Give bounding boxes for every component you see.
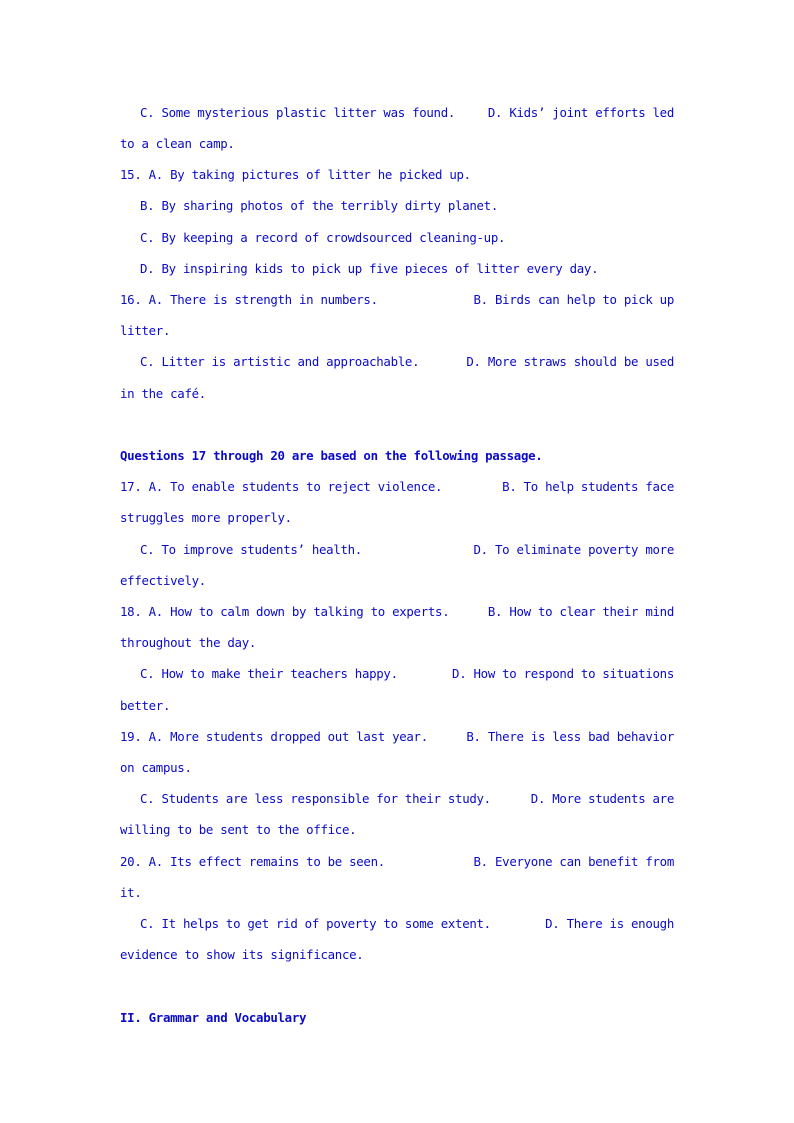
- q15-option-a: 15. A. By taking pictures of litter he picked up.: [120, 167, 471, 182]
- q20-option-d-cont: evidence to show its significance.: [120, 947, 364, 962]
- q19-option-d-cont: willing to be sent to the office.: [120, 822, 357, 837]
- q17-option-d-cont: effectively.: [120, 573, 206, 588]
- q20-option-d: D. There is enough: [545, 916, 674, 931]
- q19-option-b: B. There is less bad behavior: [466, 729, 674, 744]
- q18-option-b-cont: throughout the day.: [120, 635, 257, 650]
- q20-option-b: B. Everyone can benefit from: [473, 854, 674, 869]
- q14-option-d-cont: to a clean camp.: [120, 136, 235, 151]
- q20-option-c: C. It helps to get rid of poverty to some extent.: [140, 916, 491, 931]
- q17-option-b: B. To help students face: [502, 479, 674, 494]
- q17-option-d: D. To eliminate poverty more: [473, 542, 674, 557]
- q16-option-b-cont: litter.: [120, 323, 171, 338]
- q18-option-a: 18. A. How to calm down by talking to experts.: [120, 604, 450, 619]
- q17-option-a: 17. A. To enable students to reject violence.: [120, 479, 443, 494]
- q18-option-c: C. How to make their teachers happy.: [140, 666, 398, 681]
- q17-option-b-cont: struggles more properly.: [120, 510, 292, 525]
- q14-option-c: C. Some mysterious plastic litter was found.: [140, 105, 456, 120]
- q16-option-a: 16. A. There is strength in numbers.: [120, 292, 378, 307]
- q19-option-c: C. Students are less responsible for their study.: [140, 791, 491, 806]
- q15-option-c: C. By keeping a record of crowdsourced cleaning-up.: [140, 230, 506, 245]
- q17-options-ab: [120, 479, 674, 495]
- part-heading: II. Grammar and Vocabulary: [120, 1010, 307, 1025]
- q18-option-b: B. How to clear their mind: [487, 604, 674, 619]
- q16-option-d: D. More straws should be used: [466, 354, 674, 369]
- q16-option-c: C. Litter is artistic and approachable.: [140, 354, 420, 369]
- q16-options-ab: [120, 292, 674, 308]
- q20-options-ab: [120, 854, 674, 870]
- q14-options-cd: [140, 105, 674, 121]
- q16-option-d-cont: in the café.: [120, 386, 206, 401]
- q19-options-cd: [140, 791, 674, 807]
- q15-option-b: B. By sharing photos of the terribly dirty planet.: [140, 198, 498, 213]
- q14-option-d: D. Kids’ joint efforts led: [487, 105, 674, 120]
- q17-option-c: C. To improve students’ health.: [140, 542, 362, 557]
- q18-option-d-cont: better.: [120, 698, 171, 713]
- q20-option-a: 20. A. Its effect remains to be seen.: [120, 854, 385, 869]
- q20-option-b-cont: it.: [120, 885, 142, 900]
- q19-option-b-cont: on campus.: [120, 760, 192, 775]
- q18-option-d: D. How to respond to situations: [452, 666, 674, 681]
- q19-option-a: 19. A. More students dropped out last year.: [120, 729, 428, 744]
- section-heading: Questions 17 through 20 are based on the following passage.: [120, 448, 543, 463]
- q15-option-d: D. By inspiring kids to pick up five pieces of litter every day.: [140, 261, 599, 276]
- q18-options-ab: [120, 604, 674, 620]
- q19-options-ab: [120, 729, 674, 745]
- q20-options-cd: [140, 916, 674, 932]
- q18-options-cd: [140, 666, 674, 682]
- q19-option-d: D. More students are: [530, 791, 674, 806]
- q17-options-cd: [140, 542, 674, 558]
- q16-option-b: B. Birds can help to pick up: [473, 292, 674, 307]
- q16-options-cd: [140, 354, 674, 370]
